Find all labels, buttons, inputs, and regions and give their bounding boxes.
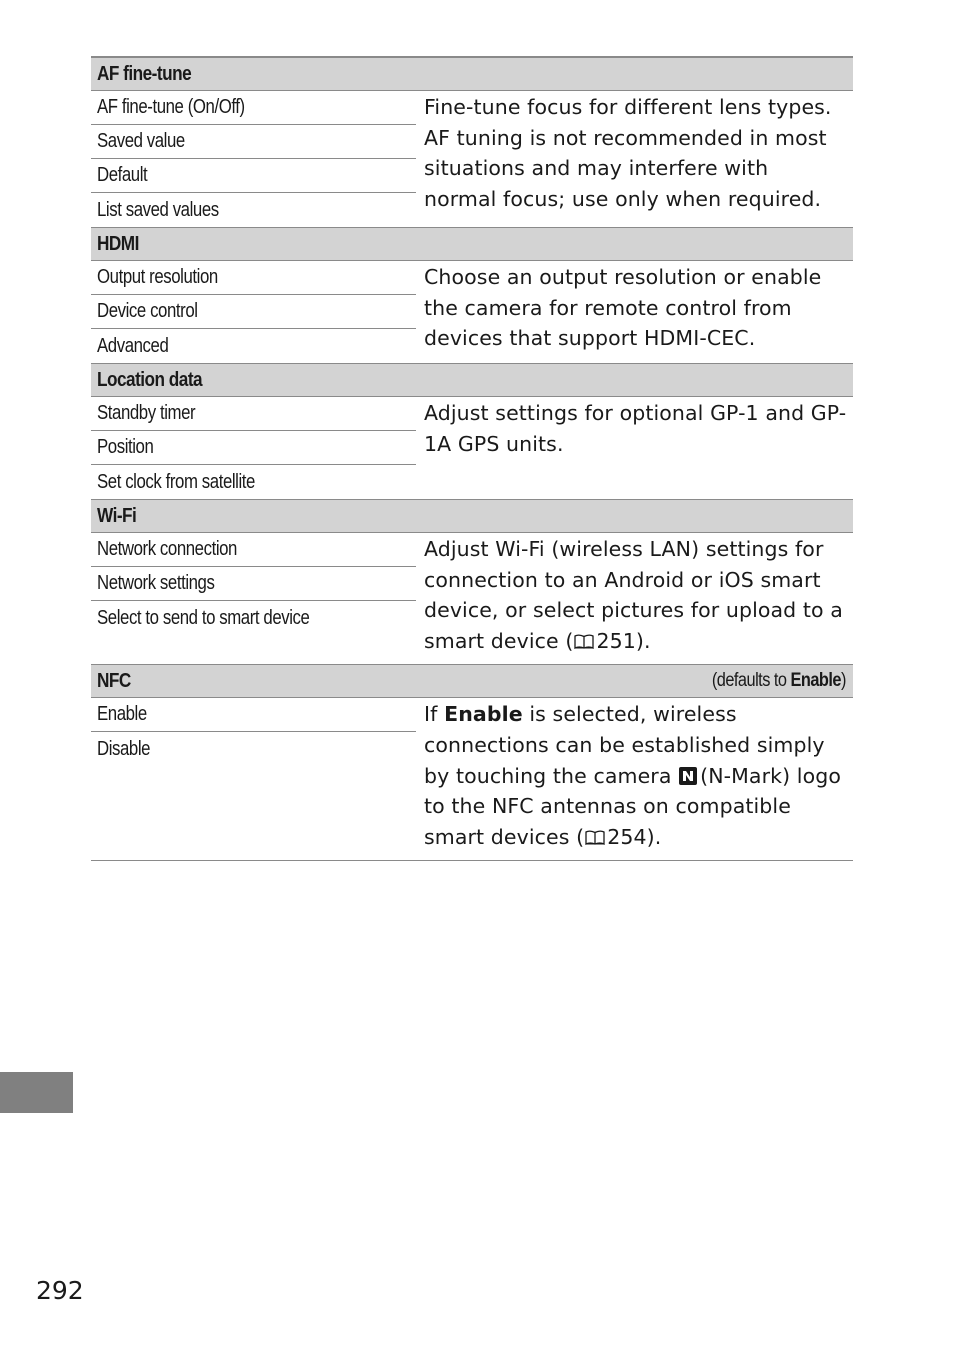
section-header-location-data [91, 364, 853, 397]
section-title: Location data [97, 368, 203, 391]
section-header-wi-fi [91, 500, 853, 533]
section-body-af-fine-tune [91, 91, 853, 228]
menu-item: Default [91, 159, 416, 193]
item-list [91, 698, 416, 860]
menu-item: Advanced [97, 334, 169, 357]
section-body-hdmi [91, 261, 853, 364]
menu-item: Network connection [91, 533, 416, 567]
section-description: Fine-tune focus for different lens types. AF tuning is not recommended in most situations and may interfere with normal focus; use only when required. [424, 95, 832, 211]
section-title: Wi-Fi [97, 504, 137, 527]
item-list [91, 397, 416, 499]
item-list [91, 91, 416, 227]
section-title: HDMI [97, 232, 139, 255]
default-note: (defaults to Enable) [711, 670, 846, 692]
section-header-af-fine-tune [91, 58, 853, 91]
section-body-location-data [91, 397, 853, 500]
menu-item: Network settings [91, 567, 416, 601]
menu-table [91, 56, 853, 861]
book-icon [574, 634, 594, 649]
section-title: AF fine-tune [97, 62, 192, 85]
section-description: Adjust settings for optional GP-1 and GP-1A GPS units. [424, 401, 847, 456]
menu-item: AF fine-tune (On/Off) [91, 91, 416, 125]
page-number: 292 [36, 1276, 84, 1305]
section-header-hdmi [91, 228, 853, 261]
page-reference: 254 [607, 824, 647, 849]
item-list [91, 533, 416, 664]
book-icon [585, 830, 605, 845]
section-header-nfc [91, 665, 853, 698]
section-description: Adjust Wi-Fi (wireless LAN) settings for connection to an Android or iOS smart device, or select pictures for upload to a smart device ( 251). [424, 537, 843, 653]
menu-item: Position [91, 431, 416, 465]
section-description: Choose an output resolution or enable the camera for remote control from devices that support HDMI-CEC. [424, 265, 822, 351]
page-reference: 251 [596, 628, 636, 653]
section-body-wi-fi [91, 533, 853, 665]
menu-item: Enable [91, 698, 416, 732]
menu-item: Disable [97, 737, 151, 760]
item-list [91, 261, 416, 363]
menu-item: Standby timer [91, 397, 416, 431]
section-body-nfc [91, 698, 853, 861]
menu-item: Select to send to smart device [97, 606, 310, 629]
menu-item: List saved values [97, 198, 219, 221]
n-mark-icon [678, 766, 698, 786]
menu-item: Device control [91, 295, 416, 329]
section-title: NFC [97, 669, 131, 692]
section-description: If Enable is selected, wireless connections can be established simply by touching the camera (N-Mark) logo to the NFC antennas on compatible smart devices ( 254). [424, 702, 841, 849]
menu-item: Output resolution [91, 261, 416, 295]
chapter-side-tab [0, 1072, 73, 1113]
menu-item: Saved value [91, 125, 416, 159]
menu-item: Set clock from satellite [97, 470, 255, 493]
